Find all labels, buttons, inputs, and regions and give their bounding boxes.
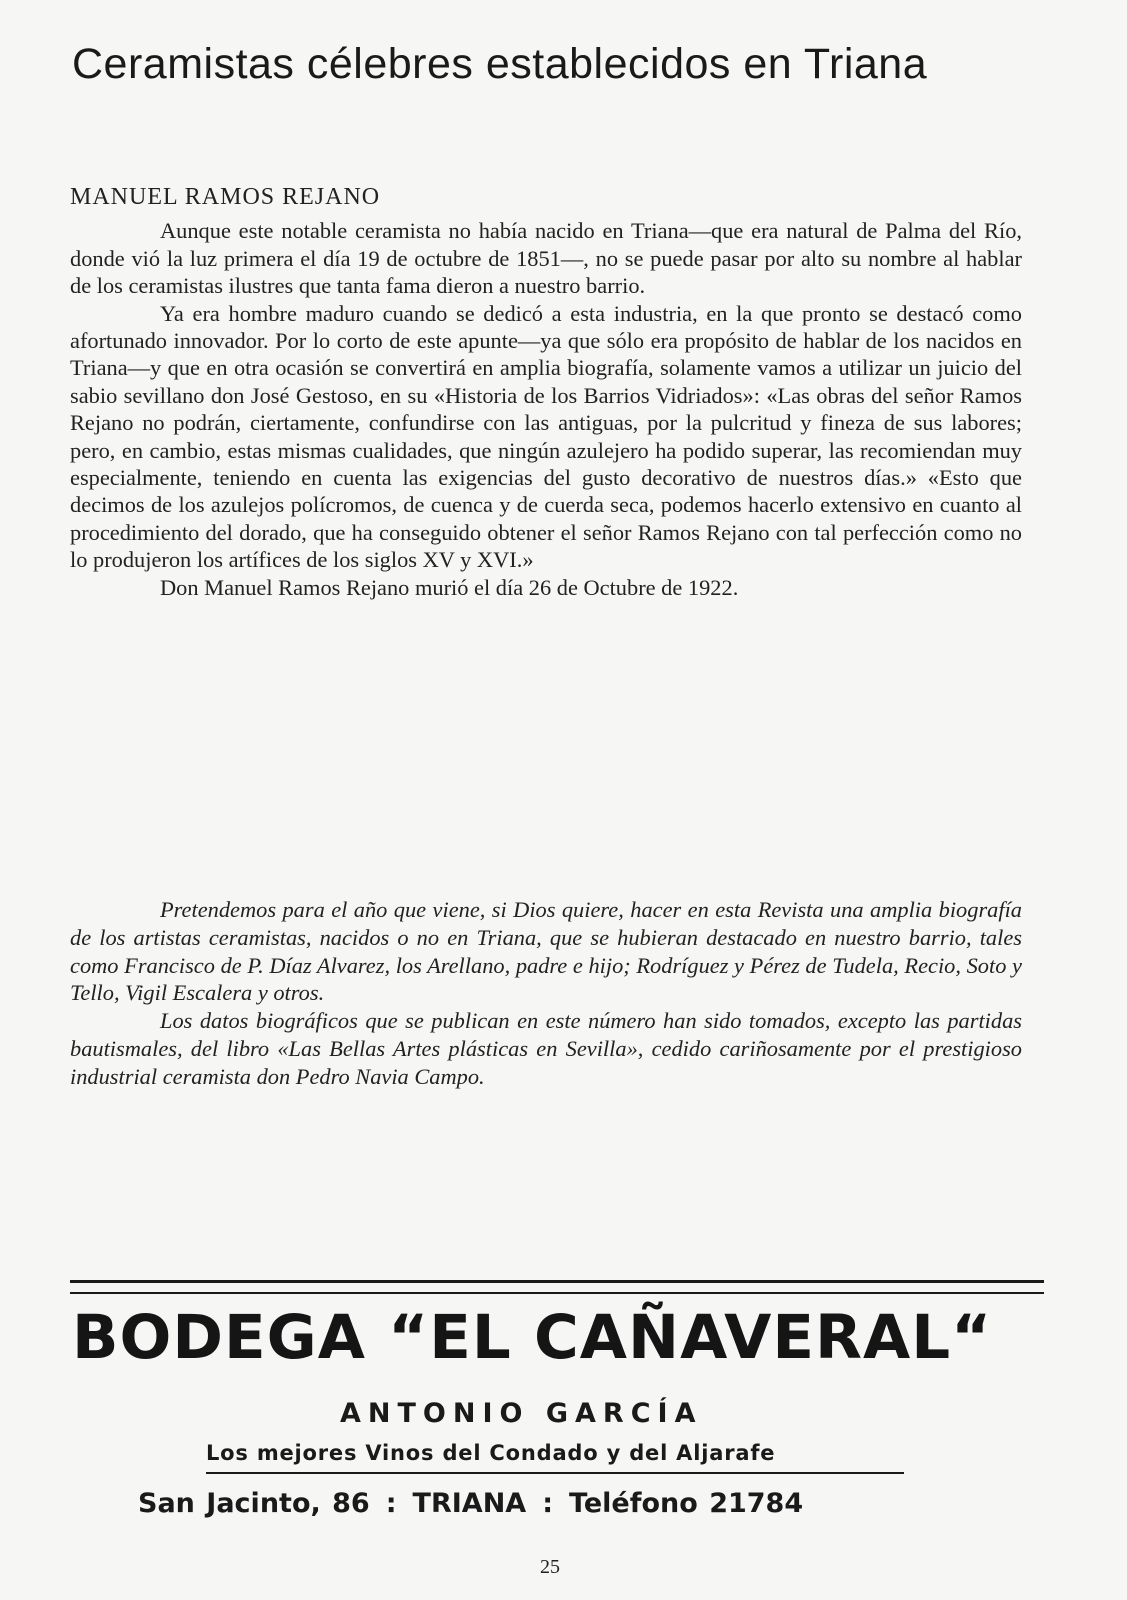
divider-line xyxy=(70,1292,1044,1294)
ad-separator: : xyxy=(385,1488,397,1519)
editorial-note xyxy=(70,896,1022,1091)
page-number: 25 xyxy=(540,1556,560,1578)
ad-tagline: Los mejores Vinos del Condado y del Aljarafe xyxy=(206,1441,776,1465)
article xyxy=(70,184,1022,601)
ad-separator: : xyxy=(542,1488,554,1519)
divider-line xyxy=(70,1280,1044,1283)
ad-street: San Jacinto, 86 xyxy=(138,1488,370,1519)
ad-business-name: BODEGA “EL CAÑAVERAL“ xyxy=(72,1302,993,1373)
page-title: Ceramistas célebres establecidos en Triana xyxy=(72,40,928,88)
ad-owner-name: ANTONIO GARCÍA xyxy=(340,1398,703,1429)
article-heading: MANUEL RAMOS REJANO xyxy=(70,184,381,210)
note-paragraph: Los datos biográficos que se publican en este número han sido tomados, excepto las partidas bautismales, del libro «Las Bellas Artes plásticas en Sevilla», cedido cariñosamente por el prestigioso industrial ceramista don Pedro Navia Campo. xyxy=(70,1008,1022,1089)
article-paragraph: Ya era hombre maduro cuando se dedicó a esta industria, en la que pronto se destacó como afortunado innovador. Por lo corto de este apunte—ya que sólo era propósito de hablar de los nacidos en Triana—y que en otra ocasión se convertirá en amplia biografía, solamente vamos a utilizar un juicio del sabio sevillano don José Gestoso, en su «Historia de los Barrios Vidriados»: «Las obras del señor Ramos Rejano no podrán, ciertamente, confundirse con las antiguas, por la pulcritud y fineza de sus labores; pero, en cambio, estas mismas cualidades, que ningún azulejero ha podido superar, las recomiendan muy especialmente, teniendo en cuenta las exigencias del gusto decorativo de nuestros días.» «Esto que decimos de los azulejos polícromos, de cuenca y de cuerda seca, podemos hacerlo extensivo en cuanto al procedimiento del dorado, que ha conseguido obtener el señor Ramos Rejano con tal perfección como no lo produjeron los artífices de los siglos XV y XVI.» xyxy=(70,300,1022,573)
ad-district: TRIANA xyxy=(412,1488,527,1519)
note-paragraph: Pretendemos para el año que viene, si Dios quiere, hacer en esta Revista una amplia biografía de los artistas ceramistas, nacidos o no en Triana, que se hubieran destacado en nuestro barrio, tales como Francisco de P. Díaz Alvarez, los Arellano, padre e hijo; Rodríguez y Pérez de Tudela, Recio, Soto y Tello, Vigil Escalera y otros. xyxy=(70,897,1022,1006)
ad-tagline-underline xyxy=(206,1472,904,1474)
article-paragraph: Aunque este notable ceramista no había nacido en Triana—que era natural de Palma del Río, donde vió la luz primera el día 19 de octubre de 1851—, no se puede pasar por alto su nombre al hablar de los ceramistas ilustres que tanta fama dieron a nuestro barrio. xyxy=(70,218,1022,299)
article-closing: Don Manuel Ramos Rejano murió el día 26 de Octubre de 1922. xyxy=(160,574,739,600)
ad-phone: Teléfono 21784 xyxy=(569,1488,804,1519)
ad-address-line xyxy=(138,1488,803,1519)
